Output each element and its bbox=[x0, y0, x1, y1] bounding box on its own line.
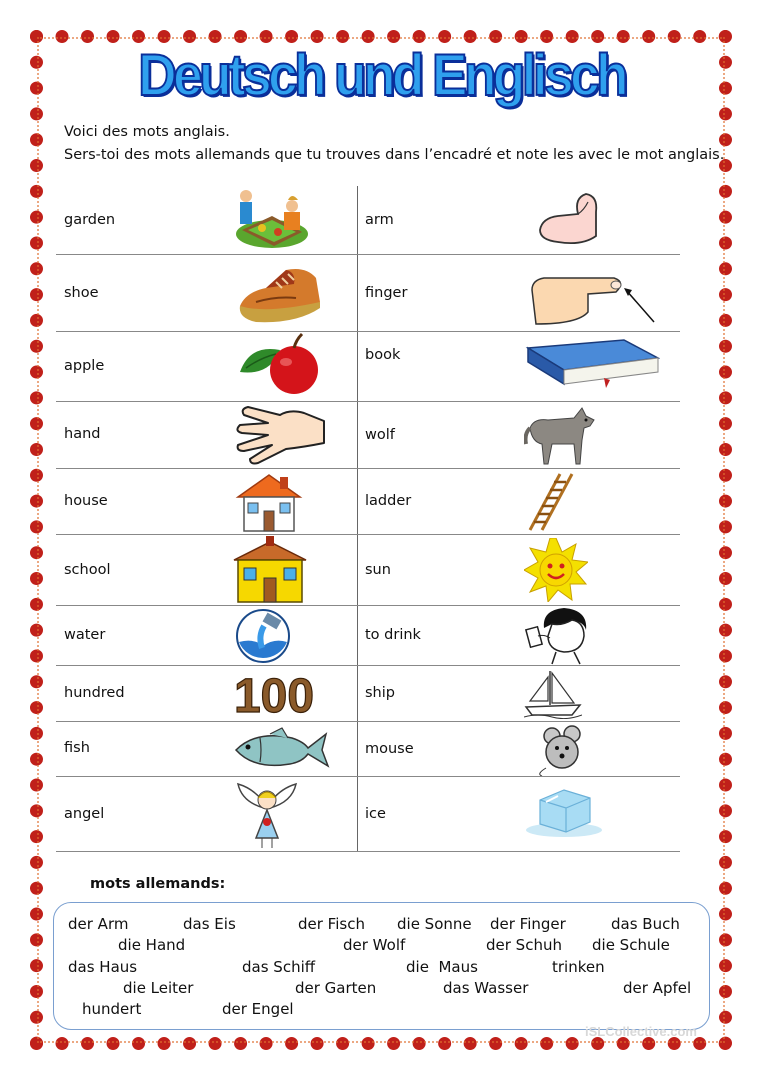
apple-picture bbox=[236, 332, 322, 398]
hundred-picture bbox=[234, 668, 314, 718]
water-picture bbox=[234, 608, 292, 664]
table-rule bbox=[56, 534, 680, 535]
german-word: die Leiter bbox=[123, 979, 194, 997]
word-shoe: shoe bbox=[64, 285, 99, 301]
word-fish: fish bbox=[64, 740, 90, 756]
table-rule bbox=[56, 851, 680, 852]
house-picture bbox=[234, 471, 304, 533]
book-picture bbox=[524, 338, 660, 388]
german-word: die Sonne bbox=[397, 915, 472, 933]
table-rule bbox=[56, 331, 680, 332]
word-to-drink: to drink bbox=[365, 627, 421, 643]
watermark: iSLCollective.com bbox=[585, 1024, 697, 1039]
german-word: der Arm bbox=[68, 915, 129, 933]
german-word: das Wasser bbox=[443, 979, 529, 997]
word-wolf: wolf bbox=[365, 427, 395, 443]
decorative-border-inner bbox=[37, 37, 725, 1043]
german-word: das Buch bbox=[611, 915, 680, 933]
german-word: trinken bbox=[552, 958, 605, 976]
german-word: das Schiff bbox=[242, 958, 316, 976]
word-ship: ship bbox=[365, 685, 395, 701]
word-ladder: ladder bbox=[365, 493, 412, 509]
ladder-picture bbox=[524, 472, 576, 532]
page-title: Deutsch und Englisch bbox=[138, 43, 625, 108]
german-word: der Fisch bbox=[298, 915, 365, 933]
word-hundred: hundred bbox=[64, 685, 125, 701]
ice-picture bbox=[524, 784, 604, 838]
finger-picture bbox=[528, 268, 658, 328]
table-rule bbox=[56, 776, 680, 777]
hand-picture bbox=[234, 403, 326, 467]
word-box-label: mots allemands: bbox=[90, 876, 226, 892]
german-word: das Haus bbox=[68, 958, 138, 976]
hundred-number-text: 100 bbox=[234, 670, 314, 718]
word-arm: arm bbox=[365, 212, 394, 228]
word-mouse: mouse bbox=[365, 741, 414, 757]
german-word: hundert bbox=[82, 1000, 142, 1018]
german-word: die Schule bbox=[592, 936, 670, 954]
german-word: der Engel bbox=[222, 1000, 294, 1018]
garden-picture bbox=[232, 186, 312, 252]
ship-picture bbox=[524, 667, 582, 719]
angel-picture bbox=[234, 778, 300, 850]
german-word: das Eis bbox=[183, 915, 236, 933]
table-divider bbox=[357, 186, 358, 852]
arm-picture bbox=[538, 190, 600, 248]
mouse-picture bbox=[536, 724, 590, 776]
word-apple: apple bbox=[64, 358, 105, 374]
table-rule bbox=[56, 401, 680, 402]
drink-picture bbox=[522, 606, 592, 666]
fish-picture bbox=[232, 724, 330, 774]
table-rule bbox=[56, 721, 680, 722]
german-word: die Maus bbox=[406, 958, 478, 976]
shoe-picture bbox=[236, 262, 322, 324]
german-word: der Garten bbox=[295, 979, 377, 997]
word-finger: finger bbox=[365, 285, 408, 301]
word-book: book bbox=[365, 347, 401, 363]
word-hand: hand bbox=[64, 426, 101, 442]
table-rule bbox=[56, 468, 680, 469]
word-garden: garden bbox=[64, 212, 116, 228]
word-house: house bbox=[64, 493, 108, 509]
word-ice: ice bbox=[365, 806, 386, 822]
word-water: water bbox=[64, 627, 106, 643]
german-word: die Hand bbox=[118, 936, 186, 954]
wolf-picture bbox=[524, 404, 598, 466]
table-rule bbox=[56, 254, 680, 255]
intro-line-1: Voici des mots anglais. bbox=[64, 124, 230, 140]
intro-line-2: Sers-toi des mots allemands que tu trouves dans l’encadré et note les avec le mot anglais. bbox=[64, 147, 725, 163]
word-sun: sun bbox=[365, 562, 391, 578]
german-word: der Finger bbox=[490, 915, 566, 933]
school-picture bbox=[232, 536, 308, 604]
german-word: der Wolf bbox=[343, 936, 406, 954]
word-school: school bbox=[64, 562, 111, 578]
word-angel: angel bbox=[64, 806, 105, 822]
german-word: der Apfel bbox=[623, 979, 692, 997]
sun-picture bbox=[524, 538, 588, 602]
german-word: der Schuh bbox=[486, 936, 562, 954]
